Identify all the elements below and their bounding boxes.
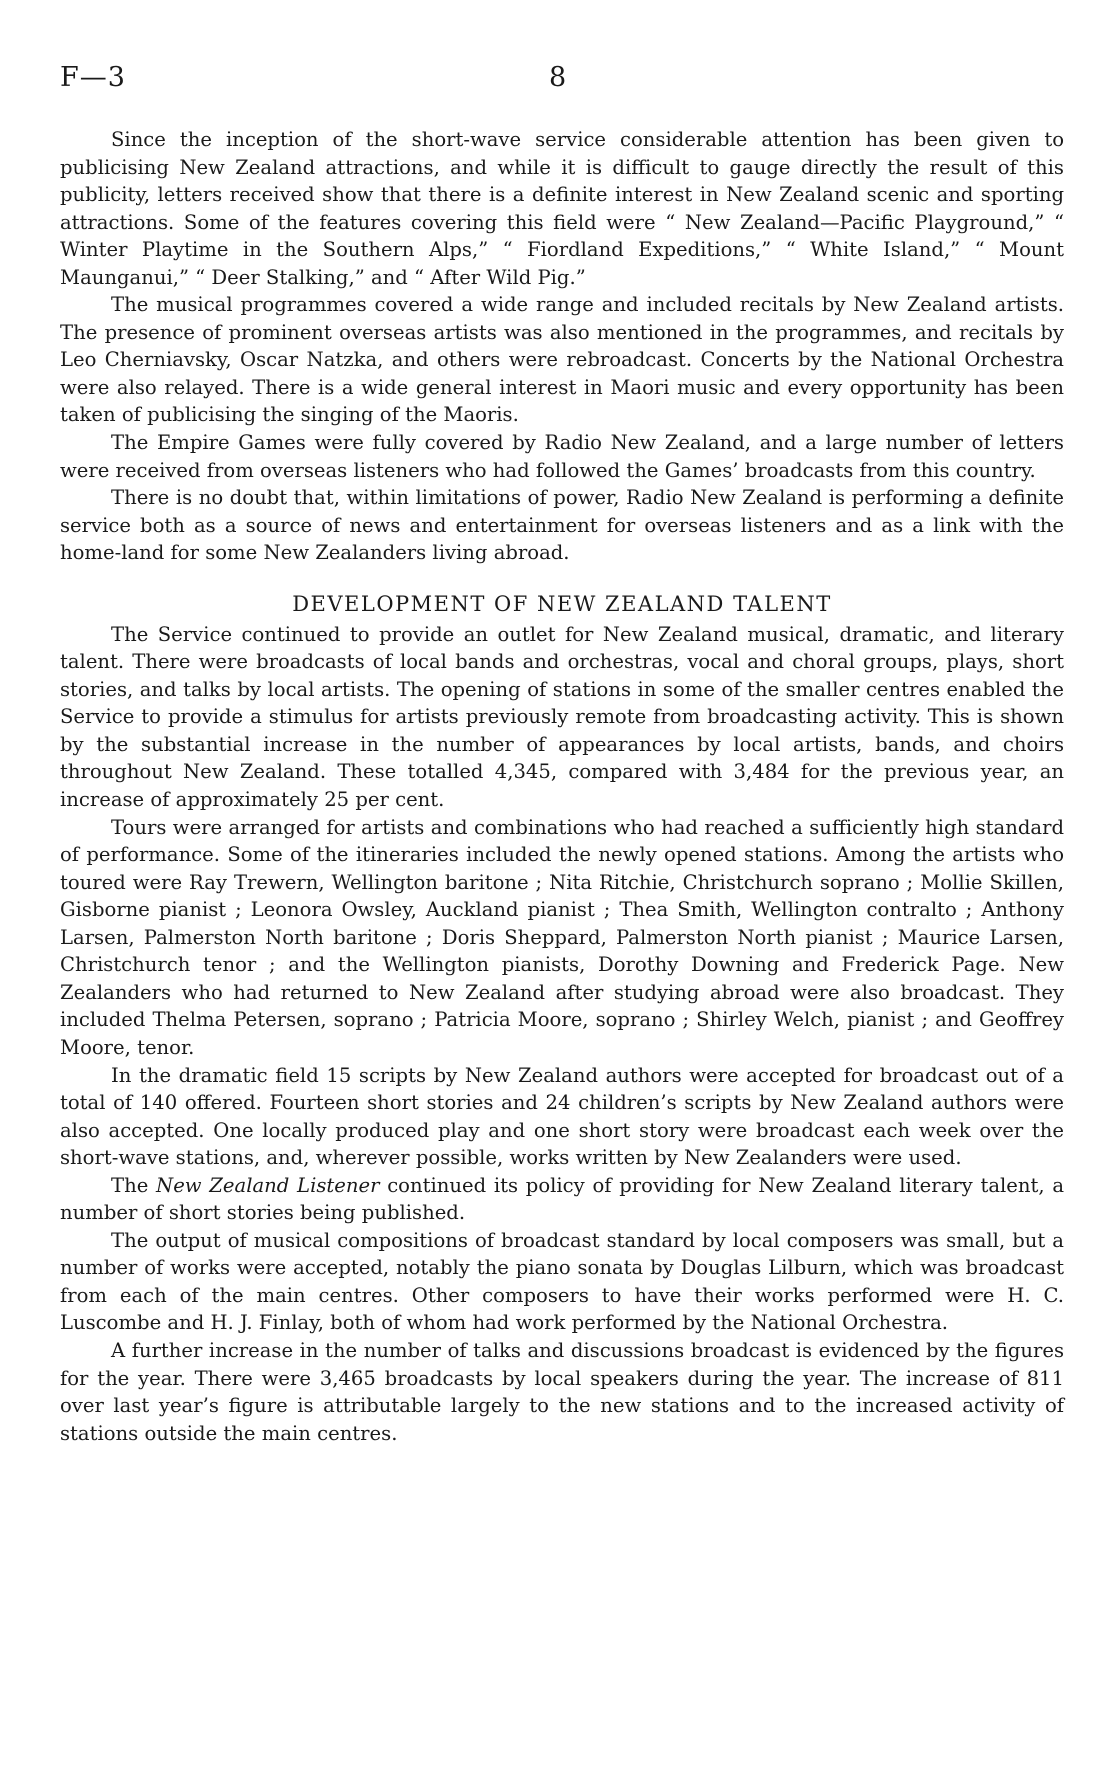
paragraph-dramatic: In the dramatic field 15 scripts by New Zealand authors were accepted for broadcast out of a total of 140 offered. Fourteen short stories and 24 children’s scripts by New Zealand authors were also accepted. One locally produced play and one short story were broadcast each week over the short-wave stations, and, wherever possible, works written by New Zealanders were used. <box>60 1063 1064 1170</box>
section-heading: DEVELOPMENT OF NEW ZEALAND TALENT <box>292 591 832 616</box>
listener-text-before: The <box>111 1173 157 1197</box>
paragraph-talks: A further increase in the number of talks and discussions broadcast is evidenced by the figures for the year. There were 3,465 broadcasts by local speakers during the year. The increase of 811 over last year’s figure is attributable largely to the new stations and to the increased activity of stations outside the main centres. <box>60 1338 1064 1445</box>
paragraph-compositions: The output of musical compositions of broadcast standard by local composers was small, but a number of works were accepted, notably the piano sonata by Douglas Lilburn, which was broadcast from each of the main centres. Other composers to have their works performed were H. C. Luscombe and H. J. Finlay, both of whom had work performed by the National Orchestra. <box>60 1228 1064 1335</box>
paragraph-talent-outlet: The Service continued to provide an outlet for New Zealand musical, dramatic, and literary talent. There were broadcasts of local bands and orchestras, vocal and choral groups, plays, short stories, and talks by local artists. The opening of stations in some of the smaller centres enabled the Service to provide a stimulus for artists previously remote from broadcasting activity. This is shown by the substantial increase in the number of appearances by local artists, bands, and choirs throughout New Zealand. These totalled 4,345, compared with 3,484 for the previous year, an increase of approximately 25 per cent. <box>60 622 1064 812</box>
publication-title: New Zealand Listener <box>156 1173 380 1197</box>
paragraph-musical-programmes: The musical programmes covered a wide range and included recitals by New Zealand artists. The presence of prominent overseas artists was also mentioned in the programmes, and recitals by Leo Cherniavsky, Oscar Natzka, and others were rebroadcast. Concerts by the National Orchestra were also relayed. There is a wide general interest in Maori music and every opportunity has been taken of publicising the singing of the Maoris. <box>60 293 1064 427</box>
page-number: 8 <box>549 62 567 93</box>
paragraph-tours: Tours were arranged for artists and combinations who had reached a sufficiently high standard of performance. Some of the itineraries included the newly opened stations. Among the artists who toured were Ray Trewern, Wellington baritone ; Nita Ritchie, Christchurch soprano ; Mollie Skillen, Gisborne pianist ; Leonora Owsley, Auckland pianist ; Thea Smith, Wellington contralto ; Anthony Larsen, Palmerston North baritone ; Doris Sheppard, Palmerston North pianist ; Maurice Larsen, Christchurch tenor ; and the Wellington pianists, Dorothy Downing and Frederick Page. New Zealanders who had returned to New Zealand after studying abroad were also broadcast. They included Thelma Petersen, soprano ; Patricia Moore, soprano ; Shirley Welch, pianist ; and Geoffrey Moore, tenor. <box>60 815 1064 1059</box>
paragraph-empire-games: The Empire Games were fully covered by Radio New Zealand, and a large number of letters were received from overseas listeners who had followed the Games’ broadcasts from this country. <box>60 431 1064 482</box>
paragraph-publicity: Since the inception of the short-wave service considerable attention has been given to publicising New Zealand attractions, and while it is difficult to gauge directly the result of this publicity, letters received show that there is a definite interest in New Zealand scenic and sporting attractions. Some of the features covering this field were “ New Zealand—Pacific Playground,” “ Winter Playtime in the Southern Alps,” “ Fiordland Expeditions,” “ White Island,” “ Mount Maunganui,” “ Deer Stalking,” and “ After Wild Pig.” <box>60 128 1064 289</box>
page-header <box>60 62 1060 102</box>
page-body <box>60 126 1064 1447</box>
report-reference: F—3 <box>60 62 126 93</box>
paragraph-listener <box>60 1172 1064 1227</box>
paragraph-overseas-service: There is no doubt that, within limitations of power, Radio New Zealand is performing a definite service both as a source of news and entertainment for overseas listeners and as a link with the home-land for some New Zealanders living abroad. <box>60 486 1064 565</box>
listener-text-after: continued its policy of providing for New Zealand literary talent, a number of short stories being published. <box>60 1173 1065 1225</box>
